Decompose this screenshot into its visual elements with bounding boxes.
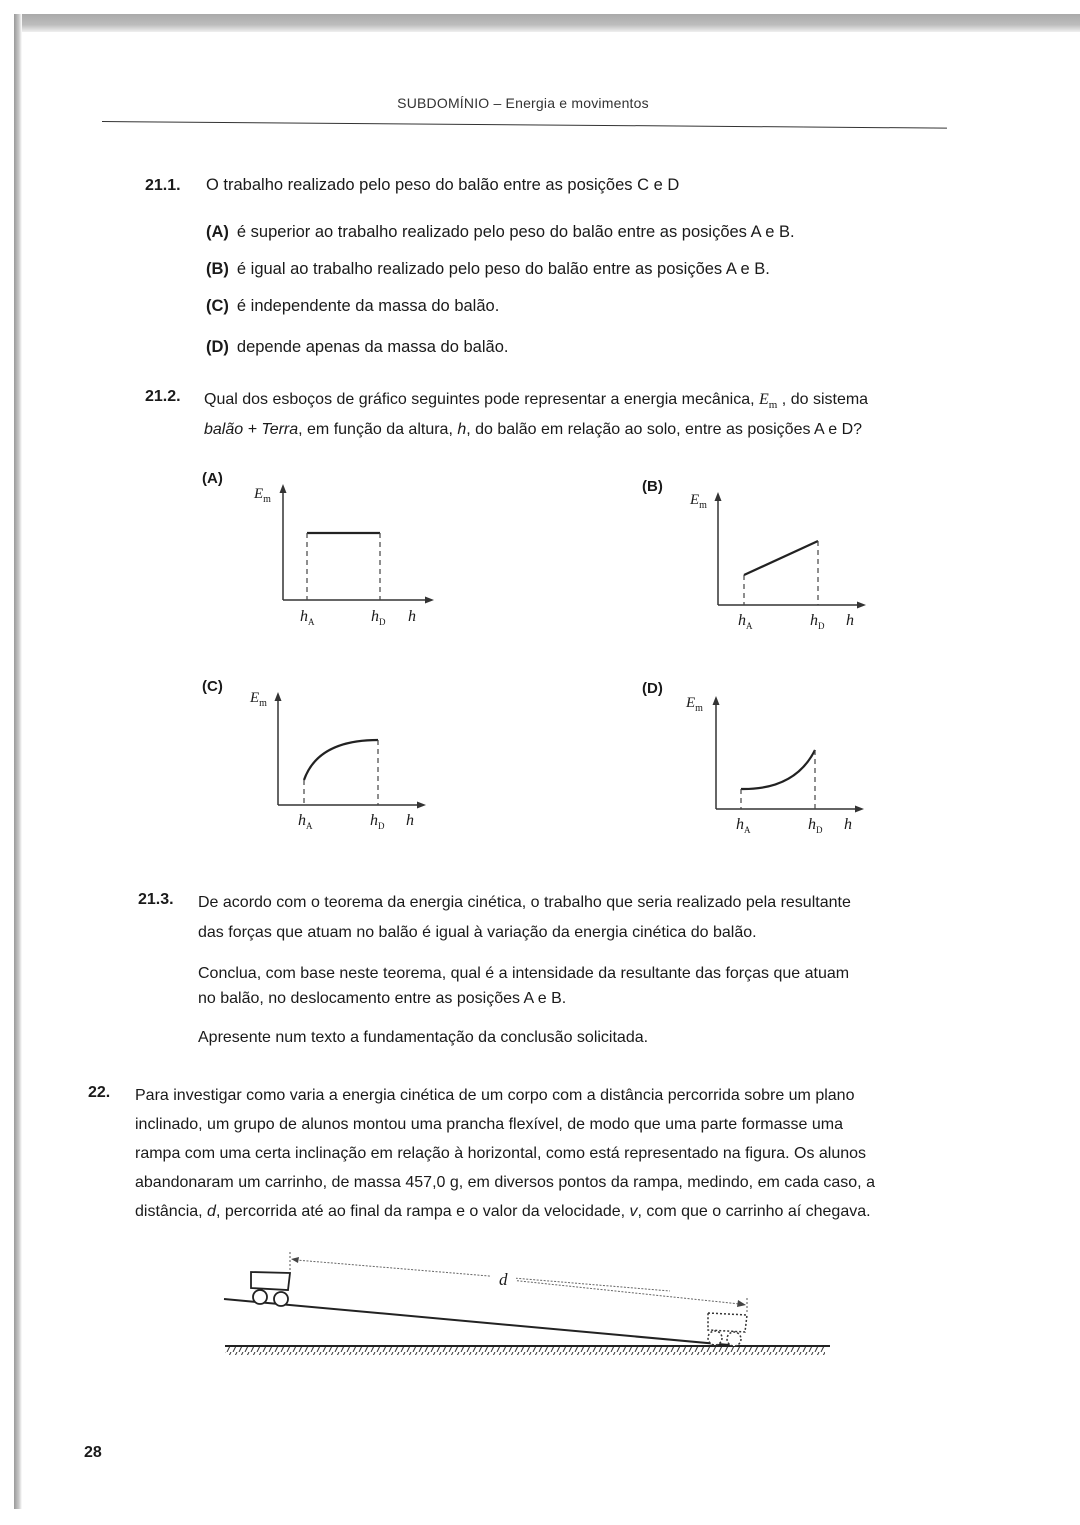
tick-label-ha: $h_A$: [738, 612, 753, 632]
system-name: balão + Terra: [204, 421, 299, 438]
header-divider: [102, 121, 947, 129]
ramp-diagram: [220, 1240, 840, 1370]
option-text: é independente da massa do balão.: [236, 297, 500, 315]
text-span: , com que o carrinho aí chegava.: [637, 1203, 871, 1220]
question-21-1-stem: O trabalho realizado pelo peso do balão entre as posições C e D: [206, 176, 680, 194]
question-22-line-5: [135, 1203, 871, 1221]
x-axis-label: h: [406, 812, 414, 829]
y-axis-label: $E_m$: [686, 695, 703, 714]
cart-start: [251, 1272, 290, 1306]
em-symbol: E: [759, 391, 769, 408]
y-axis-label: $E_m$: [254, 486, 271, 505]
x-axis-label: h: [408, 608, 416, 625]
ramp-figure: [220, 1240, 840, 1370]
option-21-1-c: [206, 297, 499, 316]
option-letter: (A): [206, 223, 229, 241]
page-number: 28: [84, 1444, 102, 1461]
running-header: SUBDOMÍNIO – Energia e movimentos: [397, 95, 649, 111]
graph-option-b: [640, 478, 880, 648]
text-span: , do sistema: [777, 391, 869, 408]
option-21-1-b: [206, 260, 770, 279]
question-21-3-line-5: Apresente num texto a fundamentação da conclusão solicitada.: [198, 1029, 649, 1046]
tick-label-hd: $h_D$: [370, 812, 385, 832]
scan-edge-top: [14, 14, 1080, 32]
h-symbol: h: [457, 421, 467, 438]
y-axis-label: $E_m$: [250, 690, 267, 709]
graph-letter: (B): [642, 478, 663, 495]
question-21-3-line-2: das forças que atuam no balão é igual à variação da energia cinética do balão.: [198, 924, 757, 941]
question-number-21-3: 21.3.: [138, 891, 174, 908]
tick-label-hd: $h_D$: [810, 612, 825, 632]
question-22-line-3: rampa com uma certa inclinação em relação à horizontal, como está representado na figura. Os alunos: [135, 1145, 867, 1162]
text-span: Qual dos esboços de gráfico seguintes pode representar a energia mecânica,: [204, 391, 760, 408]
em-subscript: m: [768, 399, 778, 412]
distance-label: d: [499, 1270, 508, 1289]
question-21-3-line-4: no balão, no deslocamento entre as posições A e B.: [198, 990, 567, 1007]
tick-label-hd: $h_D$: [371, 608, 386, 628]
graph-plot: [640, 478, 880, 648]
graph-option-d: [640, 680, 880, 850]
question-number-21-2: 21.2.: [145, 388, 181, 405]
graph-letter: (D): [642, 680, 663, 697]
x-axis-label: h: [846, 612, 854, 629]
question-number-21-1: 21.1.: [145, 177, 181, 194]
graph-letter: (A): [202, 470, 223, 487]
question-21-2-line-2: [204, 421, 862, 439]
tick-label-hd: $h_D$: [808, 816, 823, 836]
option-text: depende apenas da massa do balão.: [236, 338, 509, 356]
question-21-2-line-1: [204, 391, 868, 411]
question-22-line-4: abandonaram um carrinho, de massa 457,0 g, em diversos pontos da rampa, medindo, em cada caso, a: [135, 1174, 875, 1191]
x-axis-label: h: [844, 816, 852, 833]
option-letter: (C): [206, 297, 229, 315]
graph-plot: [200, 678, 440, 848]
option-21-1-d: [206, 338, 508, 357]
option-text: é superior ao trabalho realizado pelo peso do balão entre as posições A e B.: [236, 223, 795, 241]
graph-option-c: [200, 678, 440, 848]
option-letter: (D): [206, 338, 229, 356]
question-22-line-1: Para investigar como varia a energia cinética de um corpo com a distância percorrida sobre um plano: [135, 1087, 855, 1104]
tick-label-ha: $h_A$: [736, 816, 751, 836]
question-21-3-line-1: De acordo com o teorema da energia cinética, o trabalho que seria realizado pela resultante: [198, 894, 851, 911]
graph-plot: [200, 470, 440, 640]
text-span: , percorrida até ao final da rampa e o valor da velocidade,: [215, 1203, 630, 1220]
graph-option-a: [200, 470, 440, 640]
question-number-22: 22.: [88, 1084, 111, 1101]
text-span: , em função da altura,: [298, 421, 458, 438]
option-letter: (B): [206, 260, 229, 278]
option-21-1-a: [206, 223, 795, 242]
tick-label-ha: $h_A$: [300, 608, 315, 628]
tick-label-ha: $h_A$: [298, 812, 313, 832]
option-text: é igual ao trabalho realizado pelo peso do balão entre as posições A e B.: [236, 260, 770, 278]
question-22-line-2: inclinado, um grupo de alunos montou uma prancha flexível, de modo que uma parte formasse uma: [135, 1116, 843, 1133]
graph-letter: (C): [202, 678, 223, 695]
cart-end: [708, 1313, 747, 1346]
y-axis-label: $E_m$: [690, 492, 707, 511]
d-symbol: d: [207, 1203, 216, 1220]
question-21-3-line-3: Conclua, com base neste teorema, qual é a intensidade da resultante das forças que atuam: [198, 965, 850, 982]
text-span: , do balão em relação ao solo, entre as posições A e D?: [466, 421, 863, 438]
v-symbol: v: [629, 1203, 638, 1220]
scan-edge-left: [14, 14, 22, 1509]
text-span: distância,: [135, 1203, 208, 1220]
